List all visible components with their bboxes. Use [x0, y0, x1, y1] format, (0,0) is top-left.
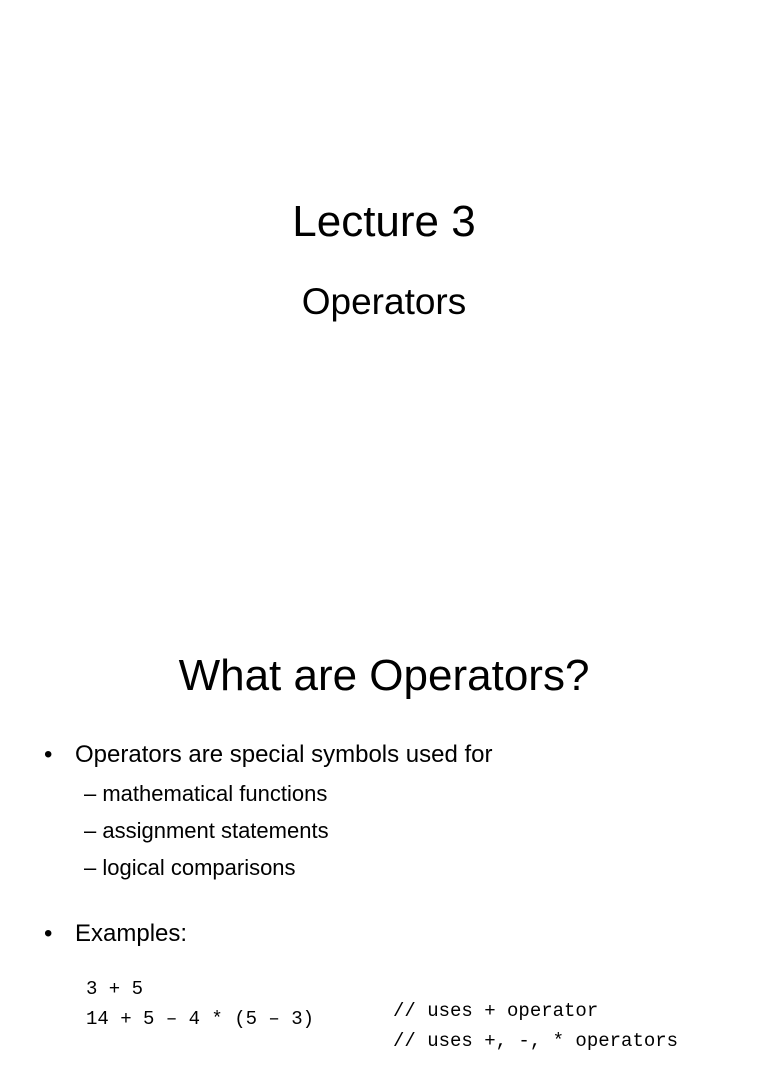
code-expression: 3 + 5 — [86, 978, 144, 1000]
bullet-marker: • — [44, 741, 53, 768]
code-expression: 14 + 5 – 4 * (5 – 3) — [86, 1008, 315, 1030]
content-slide — [0, 576, 768, 1052]
sub-bullet-item: – mathematical functions — [84, 781, 328, 806]
code-line — [86, 986, 679, 1074]
bullet-text: Operators are special symbols used for — [75, 741, 493, 768]
code-comment: // uses + operator — [393, 1000, 599, 1022]
sub-bullet-item: – assignment statements — [84, 818, 329, 843]
bullet-marker: • — [44, 920, 53, 947]
sub-bullet-item: – logical comparisons — [84, 855, 296, 880]
bullet-item — [44, 920, 187, 948]
bullet-item — [44, 741, 493, 769]
slide-title: What are Operators? — [178, 651, 590, 700]
lecture-title: Lecture 3 — [292, 197, 476, 246]
lecture-subtitle: Operators — [301, 281, 467, 322]
bullet-text: Examples: — [75, 920, 188, 947]
code-comment: // uses +, -, * operators — [393, 1030, 679, 1052]
